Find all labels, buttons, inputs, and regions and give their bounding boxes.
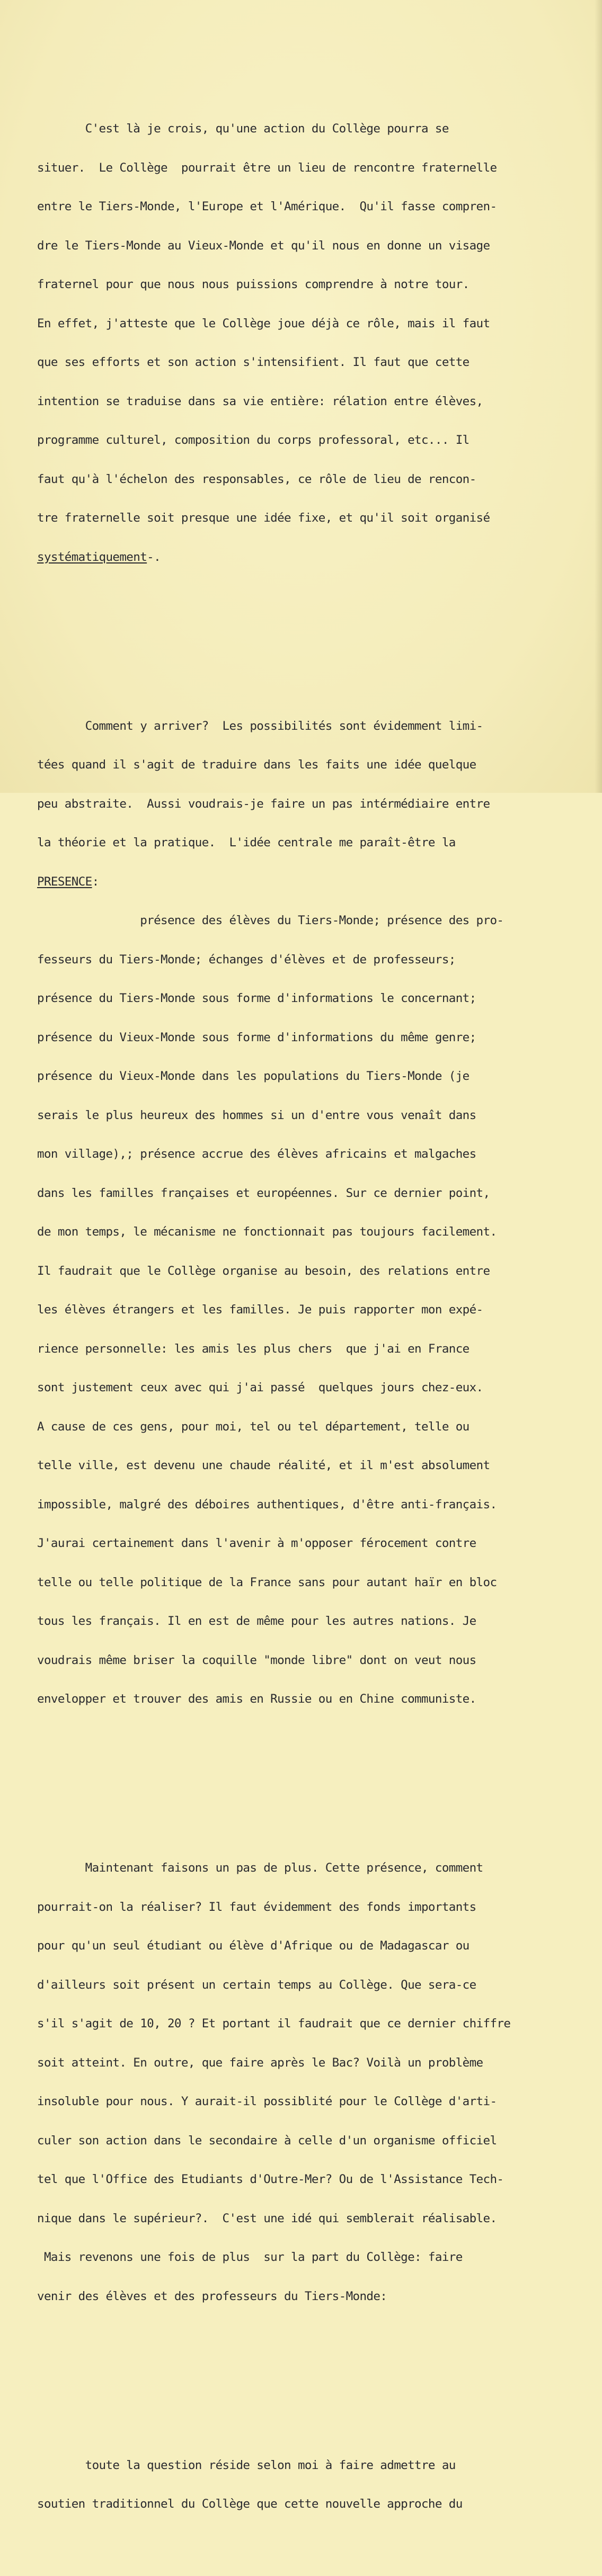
- text-line: peu abstraite. Aussi voudrais-je faire un pas intérmédiaire entre: [37, 797, 490, 811]
- text-line: C'est là je crois, qu'une action du Collège pourra se: [37, 122, 449, 136]
- text-line: Mais revenons une fois de plus sur la part du Collège: faire: [37, 2250, 463, 2264]
- text-line: intention se traduise dans sa vie entière: rélation entre élèves,: [37, 394, 483, 408]
- text-line-last: [37, 551, 572, 564]
- paragraph-funding: [37, 1836, 572, 2329]
- underlined-word: PRESENCE: [37, 874, 92, 889]
- text-line: pourrait-on la réaliser? Il faut évidemment des fonds importants: [37, 1900, 476, 1914]
- text-line: dans les familles françaises et européennes. Sur ce dernier point,: [37, 1186, 490, 1200]
- text-line: envelopper et trouver des amis en Russie ou en Chine communiste.: [37, 1692, 476, 1706]
- text-line: présence du Vieux-Monde sous forme d'informations du même genre;: [37, 1030, 476, 1044]
- text-line: pour qu'un seul étudiant ou élève d'Afrique ou de Madagascar ou: [37, 1939, 470, 1953]
- text-line: culer son action dans le secondaire à celle d'un organisme officiel: [37, 2133, 497, 2148]
- text-line: toute la question réside selon moi à faire admettre au: [37, 2458, 456, 2472]
- text-line: Comment y arriver? Les possibilités sont évidemment limi-: [37, 719, 483, 733]
- text-line: serais le plus heureux des hommes si un d'entre vous venaît dans: [37, 1108, 476, 1122]
- text-line: programme culturel, composition du corps professoral, etc... Il: [37, 433, 470, 447]
- text-line: d'ailleurs soit présent un certain temps au Collège. Que sera-ce: [37, 1978, 476, 1992]
- text-line: la théorie et la pratique. L'idée centrale me paraît-être la: [37, 836, 456, 849]
- paragraph-college-role: [37, 96, 572, 589]
- line-tail: :: [92, 874, 99, 889]
- text-line: sont justement ceux avec qui j'ai passé quelques jours chez-eux.: [37, 1381, 483, 1394]
- text-line: présence du Vieux-Monde dans les populations du Tiers-Monde (je: [37, 1069, 470, 1083]
- text-line: venir des élèves et des professeurs du Tiers-Monde:: [37, 2289, 387, 2303]
- paragraph-presence: [37, 694, 572, 1732]
- paragraph-gap: [37, 629, 572, 642]
- underlined-word: systématiquement: [37, 550, 147, 564]
- text-line: les élèves étrangers et les familles. Je puis rapporter mon expé-: [37, 1303, 483, 1317]
- typed-text-body: [37, 44, 572, 2575]
- text-line: faut qu'à l'échelon des responsables, ce rôle de lieu de rencon-: [37, 472, 476, 486]
- text-line: A cause de ces gens, pour moi, tel ou tel département, telle ou: [37, 1419, 470, 1434]
- text-line: En effet, j'atteste que le Collège joue déjà ce rôle, mais il faut: [37, 316, 490, 330]
- line-tail: -.: [147, 550, 161, 564]
- text-line: mon village),; présence accrue des élèves africains et malgaches: [37, 1147, 476, 1161]
- text-line: fraternel pour que nous nous puissions comprendre à notre tour.: [37, 278, 470, 291]
- text-line: que ses efforts et son action s'intensifient. Il faut que cette: [37, 355, 470, 369]
- text-line: telle ville, est devenu une chaude réalité, et il m'est absolument: [37, 1459, 490, 1472]
- text-line: Il faudrait que le Collège organise au besoin, des relations entre: [37, 1264, 490, 1278]
- paragraph-gap: [37, 1770, 572, 1784]
- text-line: tre fraternelle soit presque une idée fixe, et qu'il soit organisé: [37, 511, 490, 525]
- text-line: présence du Tiers-Monde sous forme d'informations le concernant;: [37, 991, 476, 1005]
- text-line: nique dans le supérieur?. C'est une idé qui semblerait réalisable.: [37, 2211, 497, 2225]
- text-line: Maintenant faisons un pas de plus. Cette présence, comment: [37, 1861, 483, 1875]
- text-line: s'il s'agit de 10, 20 ? Et portant il faudrait que ce dernier chiffre: [37, 2017, 511, 2031]
- text-line: soutien traditionnel du Collège que cette nouvelle approche du: [37, 2497, 463, 2511]
- text-line: insoluble pour nous. Y aurait-il possiblité pour le Collège d'arti-: [37, 2095, 497, 2108]
- page-edge-shadow: [595, 0, 602, 793]
- text-line: tel que l'Office des Etudiants d'Outre-Mer? Ou de l'Assistance Tech-: [37, 2172, 504, 2186]
- text-line: situer. Le Collège pourrait être un lieu de rencontre fraternelle: [37, 160, 497, 175]
- paragraph-gap: [37, 2368, 572, 2381]
- text-line: J'aurai certainement dans l'avenir à m'opposer férocement contre: [37, 1536, 476, 1550]
- text-line: telle ou telle politique de la France sans pour autant haïr en bloc: [37, 1575, 497, 1589]
- text-line: tous les français. Il en est de même pour les autres nations. Je: [37, 1614, 476, 1628]
- text-line: présence des élèves du Tiers-Monde; présence des pro-: [37, 914, 504, 927]
- text-line: tées quand il s'agit de traduire dans les faits une idée quelque: [37, 758, 476, 772]
- presence-heading-line: [37, 875, 572, 889]
- text-line: de mon temps, le mécanisme ne fonctionnait pas toujours facilement.: [37, 1225, 497, 1239]
- text-line: fesseurs du Tiers-Monde; échanges d'élèves et de professeurs;: [37, 952, 456, 967]
- text-line: soit atteint. En outre, que faire après le Bac? Voilà un problème: [37, 2055, 483, 2070]
- paragraph-question: [37, 2433, 572, 2537]
- text-line: dre le Tiers-Monde au Vieux-Monde et qu'il nous en donne un visage: [37, 238, 490, 253]
- text-line: entre le Tiers-Monde, l'Europe et l'Amérique. Qu'il fasse compren-: [37, 200, 497, 213]
- text-line: rience personnelle: les amis les plus chers que j'ai en France: [37, 1341, 470, 1356]
- text-line: voudrais même briser la coquille "monde libre" dont on veut nous: [37, 1653, 476, 1667]
- text-line: impossible, malgré des déboires authentiques, d'être anti-français.: [37, 1497, 497, 1511]
